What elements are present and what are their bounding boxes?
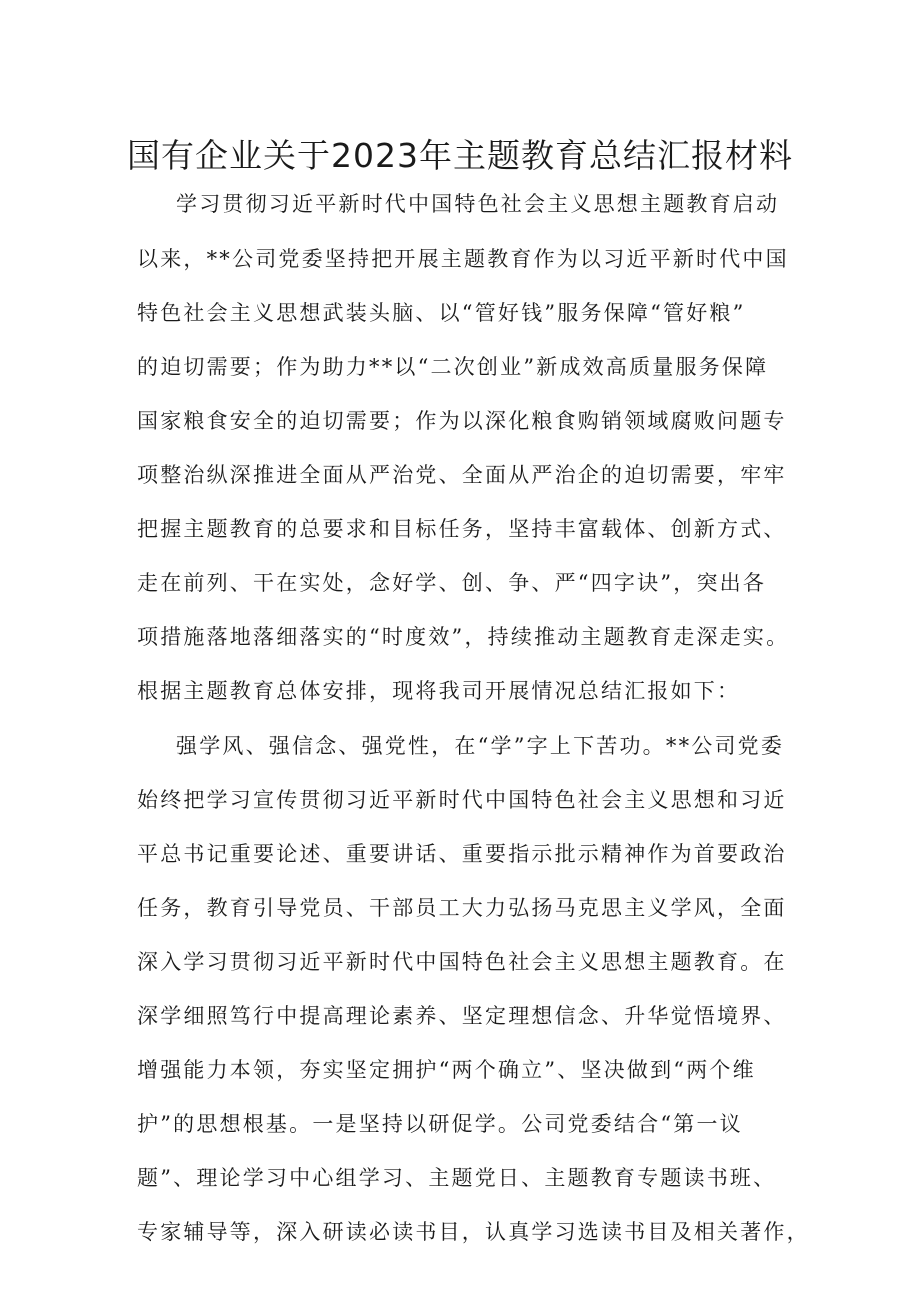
paragraph-line: 任务，教育引导党员、干部员工大力弘扬马克思主义学风，全面 — [137, 896, 787, 920]
paragraph-line: 平总书记重要论述、重要讲话、重要指示批示精神作为首要政治 — [137, 842, 787, 866]
paragraph-line: 走在前列、干在实处，念好学、创、争、严“四字诀”，突出各 — [137, 571, 767, 595]
document-title: 国有企业关于2023年主题教育总结汇报材料 — [127, 136, 793, 175]
paragraph-line: 的迫切需要；作为助力**以“二次创业”新成效高质量服务保障 — [137, 355, 769, 379]
paragraph-line: 国家粮食安全的迫切需要；作为以深化粮食购销领域腐败问题专 — [137, 409, 787, 433]
paragraph-line: 把握主题教育的总要求和目标任务，坚持丰富载体、创新方式、 — [137, 517, 787, 541]
paragraph-line: 特色社会主义思想武装头脑、以“管好钱”服务保障“管好粮” — [137, 301, 746, 325]
paragraph-line: 强学风、强信念、强党性，在“学”字上下苦功。**公司党委 — [176, 734, 785, 758]
paragraph-line: 题”、理论学习中心组学习、主题党日、主题教育专题读书班、 — [137, 1166, 777, 1190]
paragraph-line: 项整治纵深推进全面从严治党、全面从严治企的迫切需要，牢牢 — [137, 463, 787, 487]
paragraph-line: 护”的思想根基。一是坚持以研促学。公司党委结合“第一议 — [137, 1112, 743, 1136]
paragraph-line: 深入学习贯彻习近平新时代中国特色社会主义思想主题教育。在 — [137, 950, 787, 974]
paragraph-line: 始终把学习宣传贯彻习近平新时代中国特色社会主义思想和习近 — [137, 788, 787, 812]
paragraph-line: 专家辅导等，深入研读必读书目，认真学习选读书目及相关著作， — [137, 1220, 810, 1244]
paragraph-line: 以来，**公司党委坚持把开展主题教育作为以习近平新时代中国 — [137, 247, 789, 271]
paragraph-line: 学习贯彻习近平新时代中国特色社会主义思想主题教育启动 — [176, 192, 780, 216]
paragraph-line: 项措施落地落细落实的“时度效”，持续推动主题教育走深走实。 — [137, 625, 790, 649]
paragraph-line: 深学细照笃行中提高理论素养、坚定理想信念、升华觉悟境界、 — [137, 1004, 787, 1028]
paragraph-line: 根据主题教育总体安排，现将我司开展情况总结汇报如下： — [137, 679, 741, 703]
paragraph-line: 增强能力本领，夯实坚定拥护“两个确立”、坚决做到“两个维 — [137, 1058, 756, 1082]
